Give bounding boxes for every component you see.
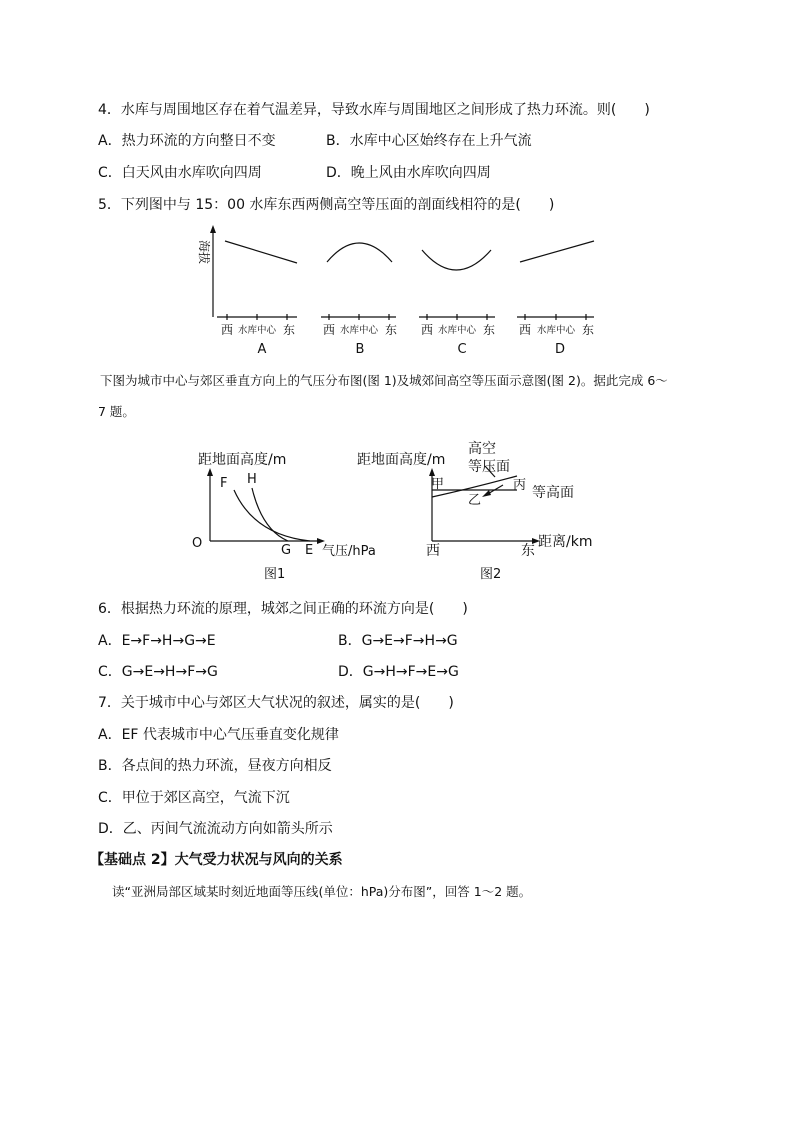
q6-option-d: D．G→H→F→E→G (338, 664, 459, 680)
point-e-label: E (305, 543, 314, 558)
fig2-upper-label-2: 等压面 (468, 459, 510, 475)
q6-option-b: B．G→E→F→H→G (338, 633, 458, 649)
west-label-c: 西 (420, 323, 434, 337)
curve-fe (234, 490, 310, 541)
y-axis-label: 海拔 (197, 240, 211, 265)
point-jia-label: 甲 (431, 477, 445, 492)
point-g-label: G (281, 543, 292, 558)
fig1-caption: 图1 (264, 567, 286, 582)
q7-option-a: A．EF 代表城市中心气压垂直变化规律 (98, 727, 339, 743)
fig2-xlabel: 距离/km (538, 534, 593, 550)
fig2-contour-label: 等高面 (532, 485, 574, 501)
profile-d-line (520, 241, 594, 262)
east-label-b: 东 (384, 323, 398, 337)
profile-b-line (327, 243, 392, 262)
profile-c-line (422, 250, 491, 270)
panel-label-d: D (554, 342, 566, 357)
q5-stem: 5．下列图中与 15：00 水库东西两侧高空等压面的剖面线相符的是( ) (98, 197, 555, 213)
q4-option-c: C．白天风由水库吹向四周 (98, 165, 262, 181)
fig2-west-label: 西 (426, 543, 440, 559)
fig1-origin: O (192, 536, 203, 551)
center-label-d: 水库中心 (536, 325, 576, 336)
intro-6-7-line2: 7 题。 (98, 404, 135, 419)
panel-label-a: A (257, 342, 267, 357)
west-label-a: 西 (220, 323, 234, 337)
q4-option-b: B．水库中心区始终存在上升气流 (326, 133, 532, 149)
section-intro: 读“亚洲局部区域某时刻近地面等压线(单位：hPa)分布图”，回答 1～2 题。 (112, 884, 532, 899)
q6-option-a: A．E→F→H→G→E (98, 633, 216, 649)
center-label-c: 水库中心 (437, 325, 477, 336)
q7-stem: 7．关于城市中心与郊区大气状况的叙述，属实的是( ) (98, 695, 454, 711)
q7-option-b: B．各点间的热力环流，昼夜方向相反 (98, 758, 332, 774)
q7-option-d: D．乙、丙间气流流动方向如箭头所示 (98, 821, 333, 837)
q4-stem: 4．水库与周围地区存在着气温差异，导致水库与周围地区之间形成了热力环流。则( ) (98, 102, 650, 118)
fig2-east-label: 东 (521, 543, 535, 559)
fig2-caption: 图2 (480, 567, 502, 582)
q6-option-c: C．G→E→H→F→G (98, 664, 218, 680)
fig1-ylabel: 距地面高度/m (198, 452, 287, 468)
intro-6-7-line1: 下图为城市中心与郊区垂直方向上的气压分布图(图 1)及城郊间高空等压面示意图(图 2)。据此完成 6～ (100, 373, 668, 388)
center-label-a: 水库中心 (237, 325, 277, 336)
point-bing-label: 丙 (513, 478, 527, 493)
q7-option-c: C．甲位于郊区高空，气流下沉 (98, 790, 290, 806)
q4-option-d: D．晚上风由水库吹向四周 (326, 165, 491, 181)
figure-2 (355, 441, 615, 585)
east-label-d: 东 (581, 323, 595, 337)
west-label-d: 西 (518, 323, 532, 337)
west-label-b: 西 (322, 323, 336, 337)
point-yi-label: 乙 (468, 493, 482, 508)
fig1-xlabel: 气压/hPa (322, 544, 376, 559)
q5-profile-diagram (190, 222, 610, 357)
point-h-label: H (247, 472, 257, 487)
fig2-ylabel: 距地面高度/m (357, 452, 446, 468)
center-label-b: 水库中心 (339, 325, 379, 336)
panel-label-b: B (355, 342, 365, 357)
panel-label-c: C (457, 342, 467, 357)
profile-a-line (225, 241, 297, 263)
q6-stem: 6．根据热力环流的原理，城郊之间正确的环流方向是( ) (98, 601, 468, 617)
east-label-a: 东 (282, 323, 296, 337)
east-label-c: 东 (482, 323, 496, 337)
point-f-label: F (220, 476, 228, 491)
fig2-upper-label-1: 高空 (468, 441, 496, 457)
section-title: 【基础点 2】大气受力状况与风向的关系 (90, 852, 343, 868)
curve-hg (252, 488, 288, 541)
q4-option-a: A．热力环流的方向整日不变 (98, 133, 276, 149)
